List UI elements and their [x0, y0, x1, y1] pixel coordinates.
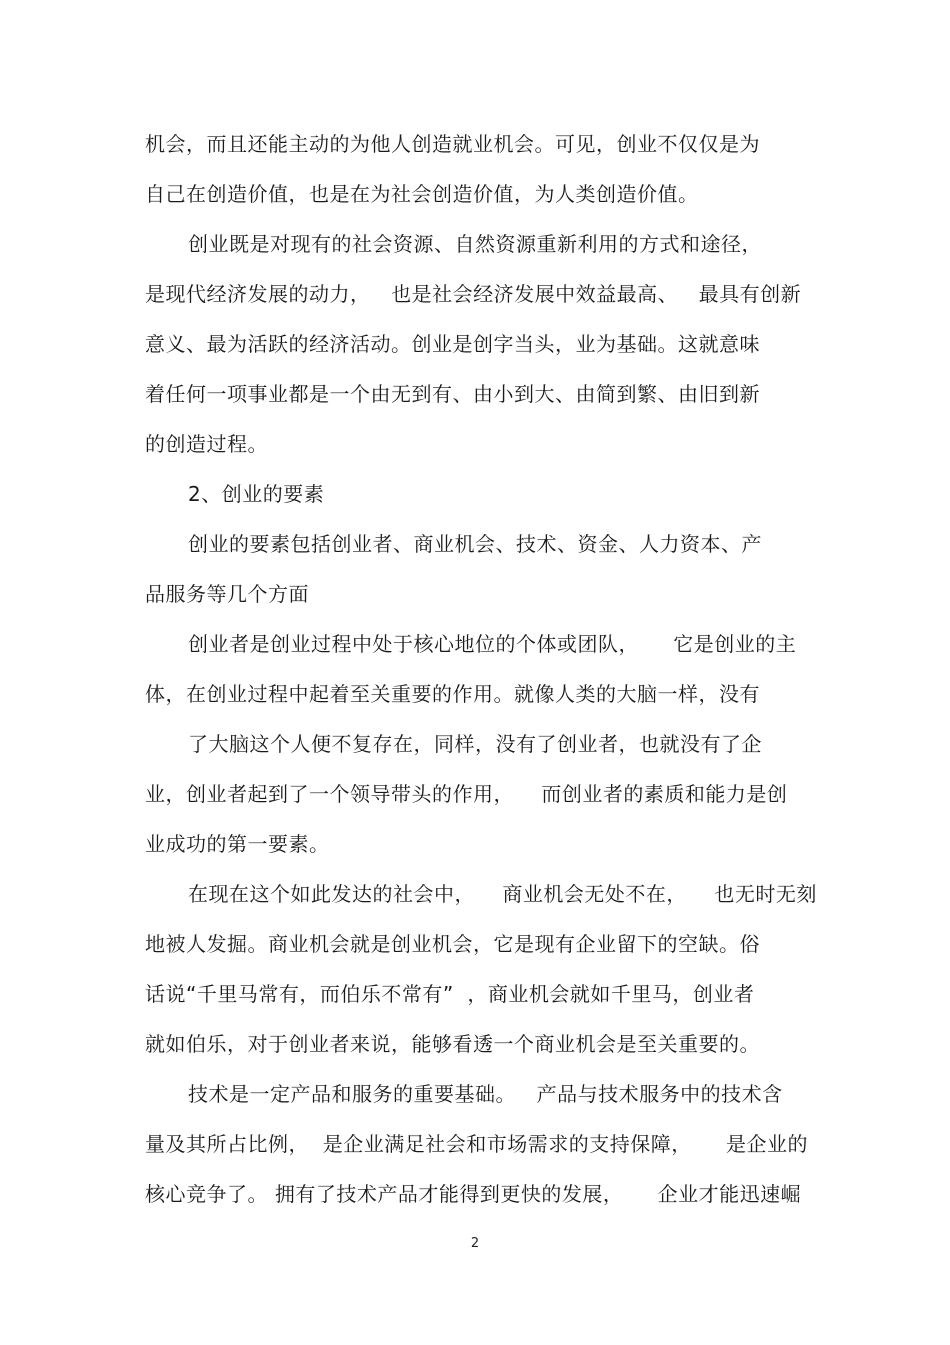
text-line: 创业既是对现有的社会资源、自然资源重新利用的方式和途径，	[188, 232, 762, 256]
text-line: 着任何一项事业都是一个由无到有、由小到大、由简到繁、由旧到新	[145, 382, 760, 406]
text-line: 话说“千里马常有，而伯乐不常有” ，商业机会就如千里马，创业者	[145, 982, 755, 1006]
text-line: 体，在创业过程中起着至关重要的作用。就像人类的大脑一样，没有	[145, 682, 760, 706]
text-line: 业，创业者起到了一个领导带头的作用， 而创业者的素质和能力是创	[145, 782, 788, 806]
text-line: 机会，而且还能主动的为他人创造就业机会。可见，创业不仅仅是为	[145, 132, 760, 156]
text-line: 品服务等几个方面	[145, 582, 309, 606]
text-line: 创业者是创业过程中处于核心地位的个体或团队， 它是创业的主	[188, 632, 797, 656]
text-line: 自己在创造价值，也是在为社会创造价值，为人类创造价值。	[145, 182, 699, 206]
text-line: 在现在这个如此发达的社会中， 商业机会无处不在， 也无时无刻	[188, 882, 817, 906]
text-line: 了大脑这个人便不复存在，同样，没有了创业者，也就没有了企	[188, 732, 762, 756]
section-heading: 2、创业的要素	[188, 482, 325, 506]
text-line: 意义、最为活跃的经济活动。创业是创字当头，业为基础。这就意味	[145, 332, 760, 356]
text-line: 是现代经济发展的动力， 也是社会经济发展中效益最高、 最具有创新	[145, 282, 802, 306]
text-line: 地被人发掘。商业机会就是创业机会，它是现有企业留下的空缺。俗	[145, 932, 760, 956]
page-number: 2	[470, 1236, 480, 1251]
text-line: 业成功的第一要素。	[145, 832, 330, 856]
text-line: 量及其所占比例， 是企业满足社会和市场需求的支持保障， 是企业的	[145, 1132, 809, 1156]
text-line: 技术是一定产品和服务的重要基础。 产品与技术服务中的技术含	[188, 1082, 783, 1106]
text-line: 核心竞争了。 拥有了技术产品才能得到更快的发展， 企业才能迅速崛	[145, 1182, 802, 1206]
text-line: 就如伯乐，对于创业者来说，能够看透一个商业机会是至关重要的。	[145, 1032, 760, 1056]
text-line: 的创造过程。	[145, 432, 268, 456]
text-line: 创业的要素包括创业者、商业机会、技术、资金、人力资本、产	[188, 532, 762, 556]
